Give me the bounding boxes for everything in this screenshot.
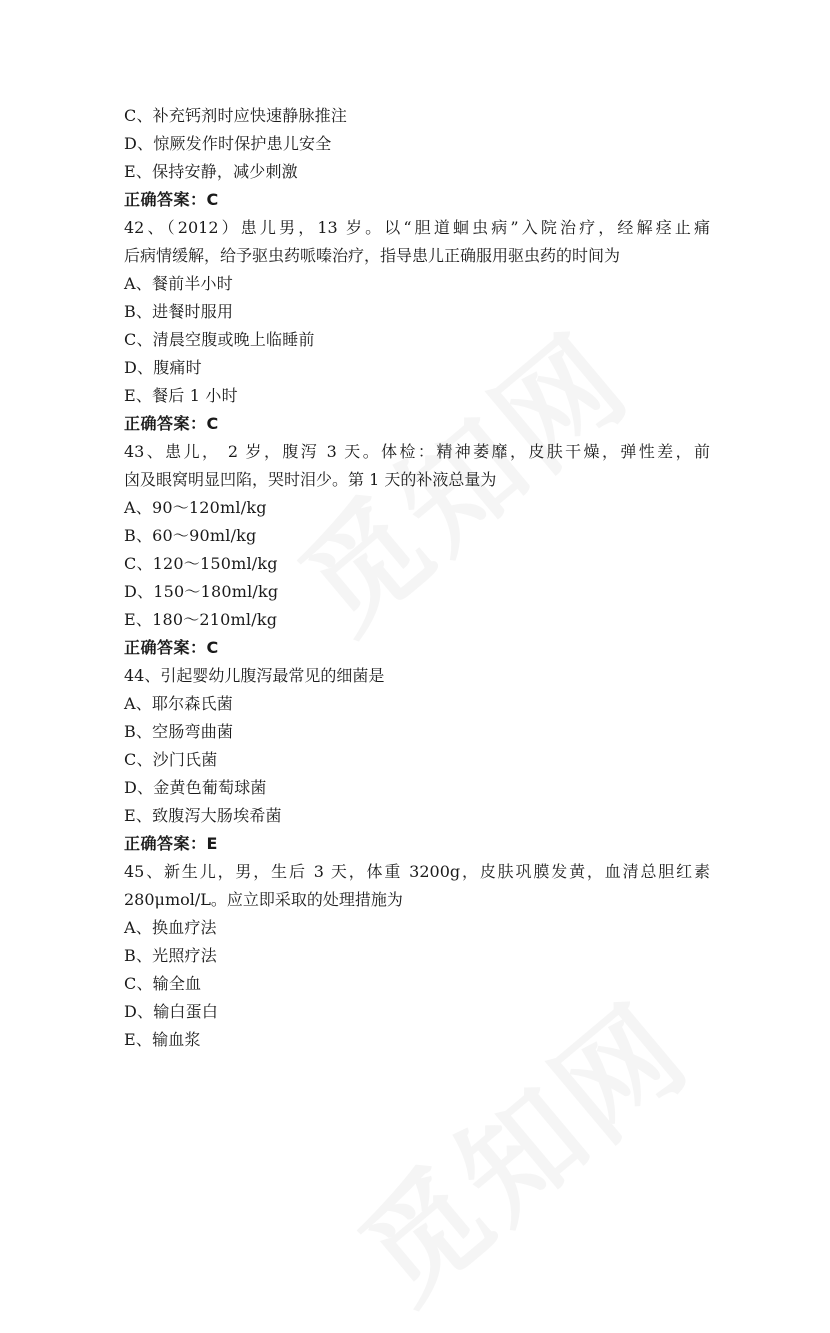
question-stem: 42、（2012）患儿男，13 岁。以“胆道蛔虫病”入院治疗，经解痉止痛 <box>124 218 710 237</box>
option-e: E、保持安静，减少刺激 <box>124 162 298 181</box>
option-b: B、光照疗法 <box>124 946 217 965</box>
question-stem: 囟及眼窝明显凹陷，哭时泪少。第 1 天的补液总量为 <box>124 470 497 489</box>
question-block-42 <box>124 214 710 438</box>
question-stem: 后病情缓解，给予驱虫药哌嗪治疗，指导患儿正确服用驱虫药的时间为 <box>124 246 621 265</box>
option-e: E、餐后 1 小时 <box>124 386 238 405</box>
question-stem: 43、患儿， 2 岁，腹泻 3 天。体检：精神萎靡，皮肤干燥，弹性差，前 <box>124 442 710 461</box>
question-block-43 <box>124 438 710 662</box>
option-c: C、补充钙剂时应快速静脉推注 <box>124 106 348 125</box>
option-e: E、致腹泻大肠埃希菌 <box>124 806 282 825</box>
option-d: D、金黄色葡萄球菌 <box>124 778 267 797</box>
question-block-45 <box>124 858 710 1054</box>
option-c: C、沙门氏菌 <box>124 750 218 769</box>
option-d: D、腹痛时 <box>124 358 202 377</box>
question-block-44 <box>124 662 710 858</box>
correct-answer: 正确答案：C <box>124 414 219 433</box>
option-c: C、输全血 <box>124 974 202 993</box>
correct-answer: 正确答案：E <box>124 834 218 853</box>
option-a: A、餐前半小时 <box>124 274 233 293</box>
option-c: C、清晨空腹或晚上临睡前 <box>124 330 315 349</box>
question-stem: 45、新生儿，男，生后 3 天，体重 3200g，皮肤巩膜发黄，血清总胆红素 <box>124 862 710 881</box>
option-b: B、进餐时服用 <box>124 302 234 321</box>
option-b: B、空肠弯曲菌 <box>124 722 234 741</box>
option-d: D、150～180ml/kg <box>124 582 279 601</box>
option-e: E、180～210ml/kg <box>124 610 278 629</box>
correct-answer: 正确答案：C <box>124 638 219 657</box>
option-d: D、惊厥发作时保护患儿安全 <box>124 134 332 153</box>
question-block-41 <box>124 102 710 214</box>
question-stem: 44、引起婴幼儿腹泻最常见的细菌是 <box>124 666 385 685</box>
correct-answer: 正确答案：C <box>124 190 219 209</box>
option-a: A、耶尔森氏菌 <box>124 694 233 713</box>
option-c: C、120～150ml/kg <box>124 554 278 573</box>
option-a: A、换血疗法 <box>124 918 217 937</box>
question-content <box>124 102 710 1054</box>
option-d: D、输白蛋白 <box>124 1002 219 1021</box>
question-stem: 280μmol/L。应立即采取的处理措施为 <box>124 890 403 909</box>
option-a: A、90～120ml/kg <box>124 498 267 517</box>
option-e: E、输血浆 <box>124 1030 201 1049</box>
option-b: B、60～90ml/kg <box>124 526 257 545</box>
